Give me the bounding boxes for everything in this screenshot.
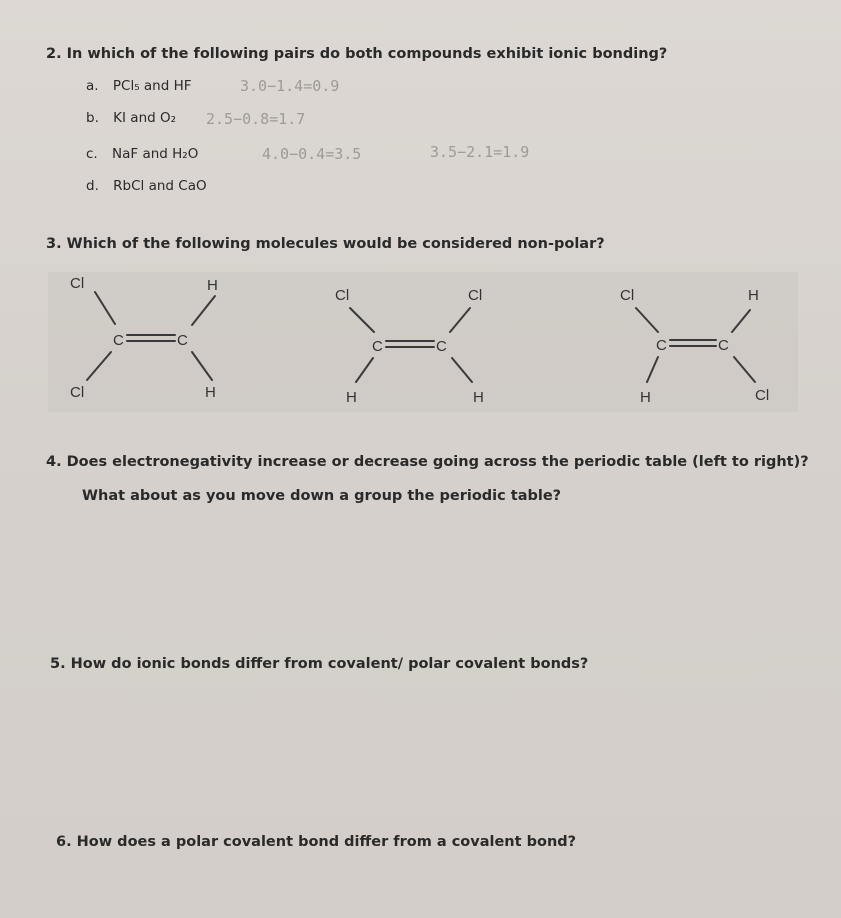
bond-line	[87, 352, 111, 380]
bond-line	[356, 358, 373, 382]
atom-top-left: Cl	[70, 275, 85, 292]
bond-line	[647, 357, 658, 382]
question-6: 6. How does a polar covalent bond differ from a covalent bond?	[56, 834, 577, 850]
option-c	[86, 146, 198, 162]
atom-bottom-right: Cl	[755, 387, 770, 404]
option-text: RbCl and CaO	[113, 178, 207, 194]
molecule-1	[55, 262, 255, 412]
option-a	[86, 78, 192, 94]
atom-carbon-1: C	[113, 332, 124, 349]
molecule-2	[320, 268, 520, 418]
bond-line	[192, 296, 215, 325]
bond-line	[350, 308, 374, 332]
option-label: d.	[86, 178, 99, 194]
question-4-followup: What about as you move down a group the periodic table?	[82, 488, 562, 504]
atom-top-right: Cl	[468, 287, 483, 304]
atom-bottom-left: Cl	[70, 384, 85, 401]
handwritten-note-b: 2.5−0.8=1.7	[206, 110, 306, 128]
atom-top-right: H	[748, 287, 759, 304]
handwritten-note-c2: 3.5−2.1=1.9	[430, 143, 530, 161]
atom-carbon-1: C	[372, 338, 383, 355]
handwritten-note-a: 3.0−1.4=0.9	[240, 77, 340, 95]
atom-carbon-1: C	[656, 337, 667, 354]
atom-top-right: H	[207, 277, 218, 294]
bond-line	[452, 358, 472, 382]
option-d	[86, 178, 207, 194]
atom-carbon-2: C	[718, 337, 729, 354]
atom-bottom-left: H	[640, 389, 651, 406]
bond-line	[732, 310, 750, 332]
atom-bottom-right: H	[205, 384, 216, 401]
atom-carbon-2: C	[436, 338, 447, 355]
option-text: PCl₅ and HF	[112, 78, 192, 94]
bond-line	[192, 352, 212, 380]
atom-top-left: Cl	[335, 287, 350, 304]
option-label: c.	[86, 146, 98, 162]
option-label: a.	[86, 78, 99, 94]
question-5: 5. How do ionic bonds differ from covalent/ polar covalent bonds?	[50, 656, 589, 672]
atom-top-left: Cl	[620, 287, 635, 304]
option-b	[86, 110, 176, 126]
bond-line	[636, 308, 658, 332]
option-text: NaF and H₂O	[112, 146, 199, 162]
molecule-3	[600, 270, 800, 420]
bond-line	[734, 357, 755, 382]
question-3: 3. Which of the following molecules would be considered non-polar?	[46, 236, 605, 252]
option-label: b.	[86, 110, 99, 126]
atom-bottom-left: H	[346, 389, 357, 406]
question-4: 4. Does electronegativity increase or decrease going across the periodic table (left to right)?	[46, 454, 809, 470]
atom-carbon-2: C	[177, 332, 188, 349]
option-text: KI and O₂	[113, 110, 177, 126]
bond-line	[95, 292, 115, 324]
bond-line	[450, 308, 470, 332]
question-2: 2. In which of the following pairs do both compounds exhibit ionic bonding?	[46, 46, 668, 62]
atom-bottom-right: H	[473, 389, 484, 406]
handwritten-note-c: 4.0−0.4=3.5	[262, 145, 362, 163]
